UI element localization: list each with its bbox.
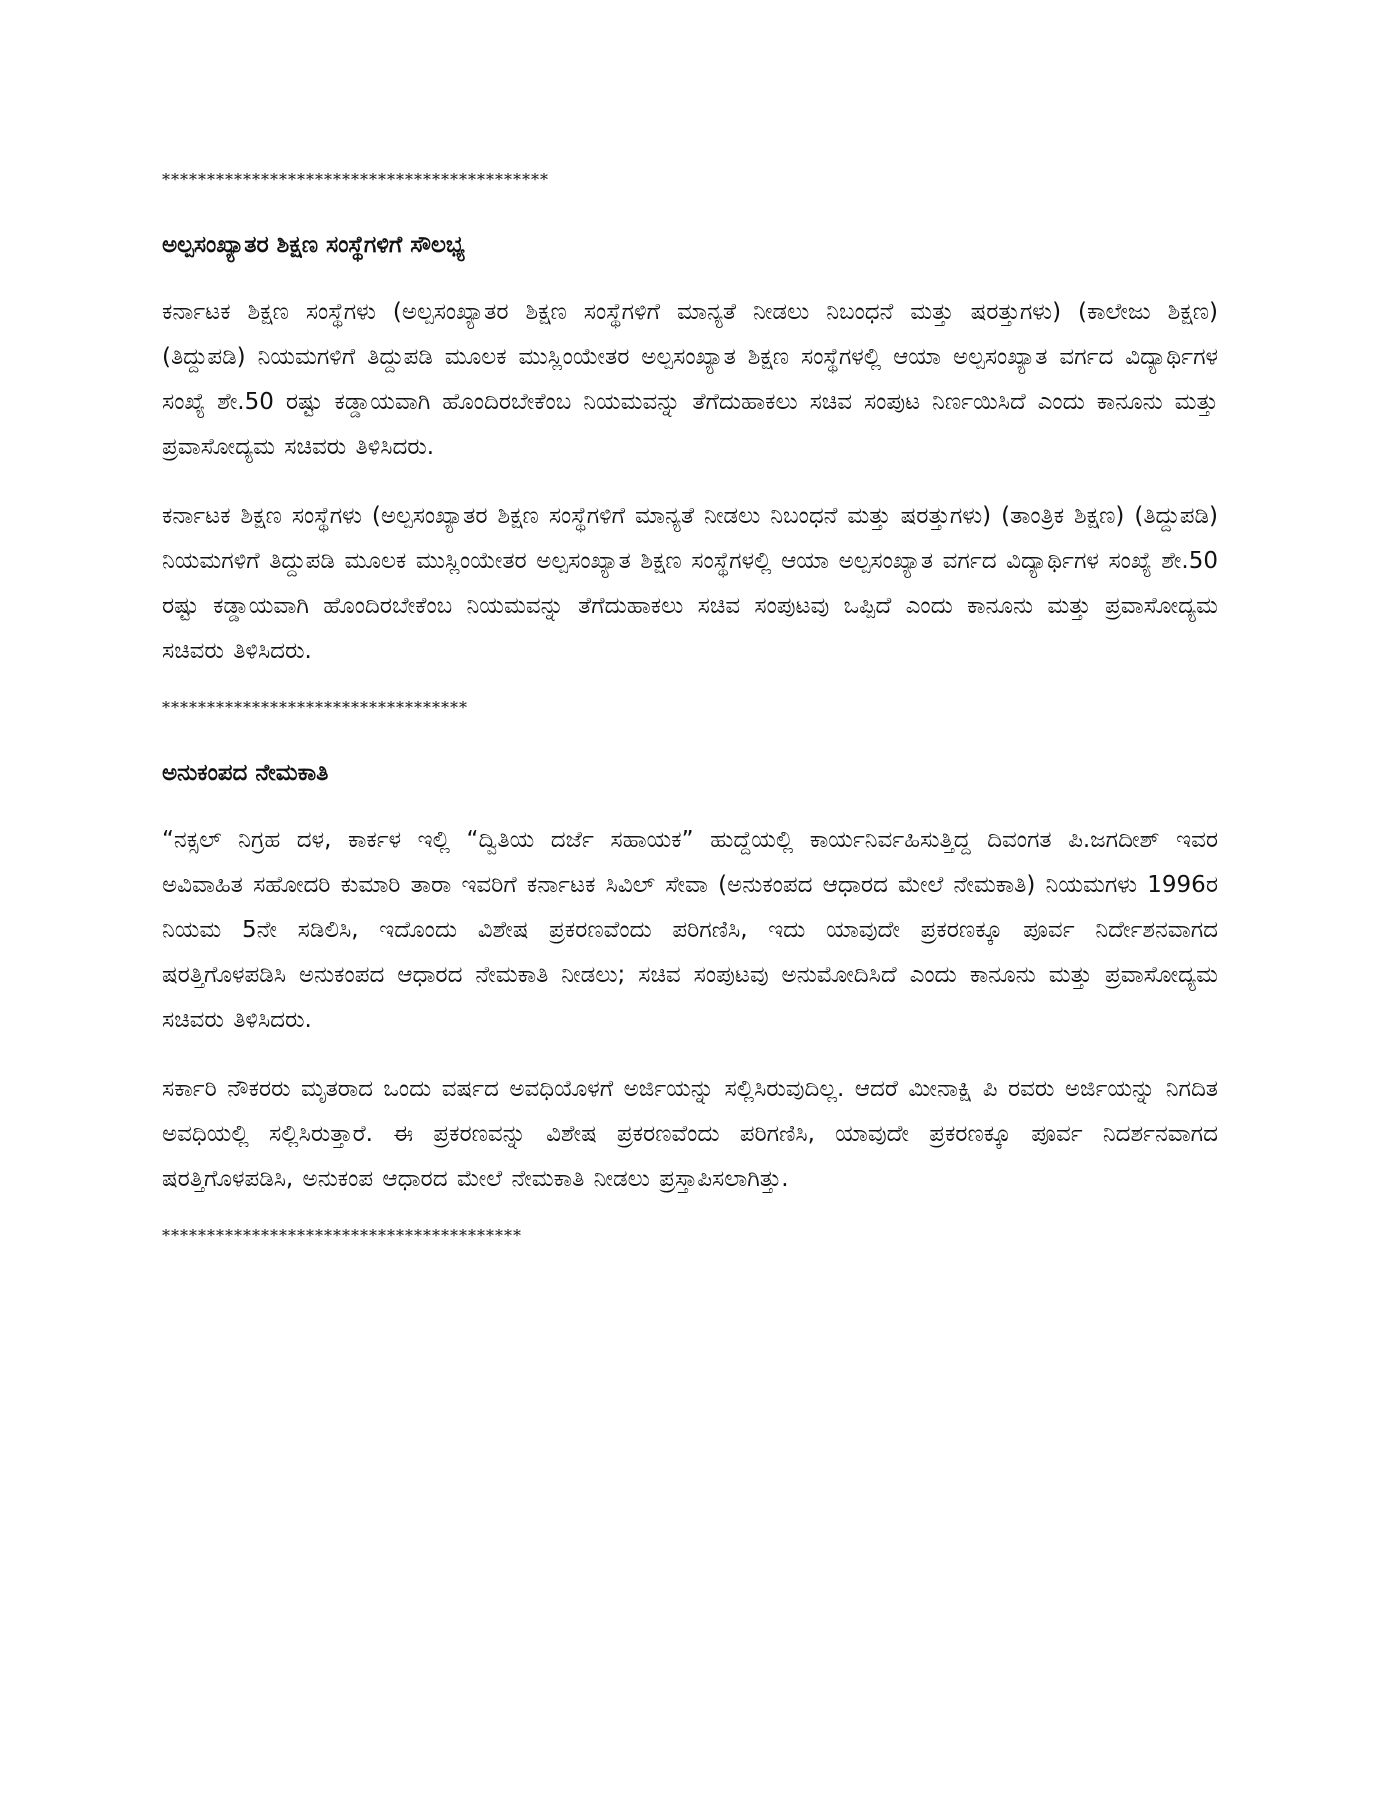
separator-line: ****************************************: [162, 1226, 522, 1245]
paragraph: ಸರ್ಕಾರಿ ನೌಕರರು ಮೃತರಾದ ಒಂದು ವರ್ಷದ ಅವಧಿಯೊಳಗೆ ಅರ್ಜಿಯನ್ನು ಸಲ್ಲಿಸಿರುವುದಿಲ್ಲ. ಆದರೆ ಮೀನಾಕ್ಷಿ ಪಿ ರವರು ಅರ್ಜಿಯನ್ನು ನಿಗದಿತ ಅವಧಿಯಲ್ಲಿ ಸಲ್ಲಿಸಿರುತ್ತಾರೆ. ಈ ಪ್ರಕರಣವನ್ನು ವಿಶೇಷ ಪ್ರಕರಣವೆಂದು ಪರಿಗಣಿಸಿ, ಯಾವುದೇ ಪ್ರಕರಣಕ್ಕೂ ಪೂರ್ವ ನಿದರ್ಶನವಾಗದ ಷರತ್ತಿಗೊಳಪಡಿಸಿ, ಅನುಕಂಪ ಆಧಾರದ ಮೇಲೆ ನೇಮಕಾತಿ ನೀಡಲು ಪ್ರಸ್ತಾಪಿಸಲಾಗಿತ್ತು.: [162, 1076, 1218, 1192]
separator-line: **********************************: [162, 698, 468, 717]
section-minority-institutions: [162, 230, 1218, 674]
section-compassionate-appointment: [162, 758, 1218, 1202]
paragraph: “ನಕ್ಸಲ್ ನಿಗ್ರಹ ದಳ, ಕಾರ್ಕಳ ಇಲ್ಲಿ “ದ್ವಿತಿಯ ದರ್ಜೆ ಸಹಾಯಕ” ಹುದ್ದೆಯಲ್ಲಿ ಕಾರ್ಯನಿರ್ವಹಿಸುತ್ತಿದ್ದ ದಿವಂಗತ ಪಿ.ಜಗದೀಶ್ ಇವರ ಅವಿವಾಹಿತ ಸಹೋದರಿ ಕುಮಾರಿ ತಾರಾ ಇವರಿಗೆ ಕರ್ನಾಟಕ ಸಿವಿಲ್ ಸೇವಾ (ಅನುಕಂಪದ ಆಧಾರದ ಮೇಲೆ ನೇಮಕಾತಿ) ನಿಯಮಗಳು 1996ರ ನಿಯಮ 5ನೇ ಸಡಿಲಿಸಿ, ಇದೊಂದು ವಿಶೇಷ ಪ್ರಕರಣವೆಂದು ಪರಿಗಣಿಸಿ, ಇದು ಯಾವುದೇ ಪ್ರಕರಣಕ್ಕೂ ಪೂರ್ವ ನಿರ್ದೇಶನವಾಗದ ಷರತ್ತಿಗೊಳಪಡಿಸಿ ಅನುಕಂಪದ ಆಧಾರದ ನೇಮಕಾತಿ ನೀಡಲು; ಸಚಿವ ಸಂಪುಟವು ಅನುಮೋದಿಸಿದೆ ಎಂದು ಕಾನೂನು ಮತ್ತು ಪ್ರವಾಸೋದ್ಯಮ ಸಚಿವರು ತಿಳಿಸಿದರು.: [162, 827, 1218, 1033]
section-heading: ಅಲ್ಪಸಂಖ್ಯಾತರ ಶಿಕ್ಷಣ ಸಂಸ್ಥೆಗಳಿಗೆ ಸೌಲಭ್ಯ: [162, 232, 465, 258]
section-heading: ಅನುಕಂಪದ ನೇಮಕಾತಿ: [162, 760, 329, 786]
document-page: [162, 160, 1218, 1246]
separator-line: *******************************************: [162, 170, 549, 189]
paragraph: ಕರ್ನಾಟಕ ಶಿಕ್ಷಣ ಸಂಸ್ಥೆಗಳು (ಅಲ್ಪಸಂಖ್ಯಾತರ ಶಿಕ್ಷಣ ಸಂಸ್ಥೆಗಳಿಗೆ ಮಾನ್ಯತೆ ನೀಡಲು ನಿಬಂಧನೆ ಮತ್ತು ಷರತ್ತುಗಳು) (ಕಾಲೇಜು ಶಿಕ್ಷಣ) (ತಿದ್ದುಪಡಿ) ನಿಯಮಗಳಿಗೆ ತಿದ್ದುಪಡಿ ಮೂಲಕ ಮುಸ್ಲಿಂಯೇತರ ಅಲ್ಪಸಂಖ್ಯಾತ ಶಿಕ್ಷಣ ಸಂಸ್ಥೆಗಳಲ್ಲಿ ಆಯಾ ಅಲ್ಪಸಂಖ್ಯಾತ ವರ್ಗದ ವಿದ್ಯಾರ್ಥಿಗಳ ಸಂಖ್ಯೆ ಶೇ.50 ರಷ್ಟು ಕಡ್ಡಾಯವಾಗಿ ಹೊಂದಿರಬೇಕೆಂಬ ನಿಯಮವನ್ನು ತೆಗೆದುಹಾಕಲು ಸಚಿವ ಸಂಪುಟ ನಿರ್ಣಯಿಸಿದೆ ಎಂದು ಕಾನೂನು ಮತ್ತು ಪ್ರವಾಸೋದ್ಯಮ ಸಚಿವರು ತಿಳಿಸಿದರು.: [162, 299, 1218, 460]
paragraph: ಕರ್ನಾಟಕ ಶಿಕ್ಷಣ ಸಂಸ್ಥೆಗಳು (ಅಲ್ಪಸಂಖ್ಯಾತರ ಶಿಕ್ಷಣ ಸಂಸ್ಥೆಗಳಿಗೆ ಮಾನ್ಯತೆ ನೀಡಲು ನಿಬಂಧನೆ ಮತ್ತು ಷರತ್ತುಗಳು) (ತಾಂತ್ರಿಕ ಶಿಕ್ಷಣ) (ತಿದ್ದುಪಡಿ) ನಿಯಮಗಳಿಗೆ ತಿದ್ದುಪಡಿ ಮೂಲಕ ಮುಸ್ಲಿಂಯೇತರ ಅಲ್ಪಸಂಖ್ಯಾತ ಶಿಕ್ಷಣ ಸಂಸ್ಥೆಗಳಲ್ಲಿ ಆಯಾ ಅಲ್ಪಸಂಖ್ಯಾತ ವರ್ಗದ ವಿದ್ಯಾರ್ಥಿಗಳ ಸಂಖ್ಯೆ ಶೇ.50 ರಷ್ಟು ಕಡ್ಡಾಯವಾಗಿ ಹೊಂದಿರಬೇಕೆಂಬ ನಿಯಮವನ್ನು ತೆಗೆದುಹಾಕಲು ಸಚಿವ ಸಂಪುಟವು ಒಪ್ಪಿದೆ ಎಂದು ಕಾನೂನು ಮತ್ತು ಪ್ರವಾಸೋದ್ಯಮ ಸಚಿವರು ತಿಳಿಸಿದರು.: [162, 503, 1218, 664]
